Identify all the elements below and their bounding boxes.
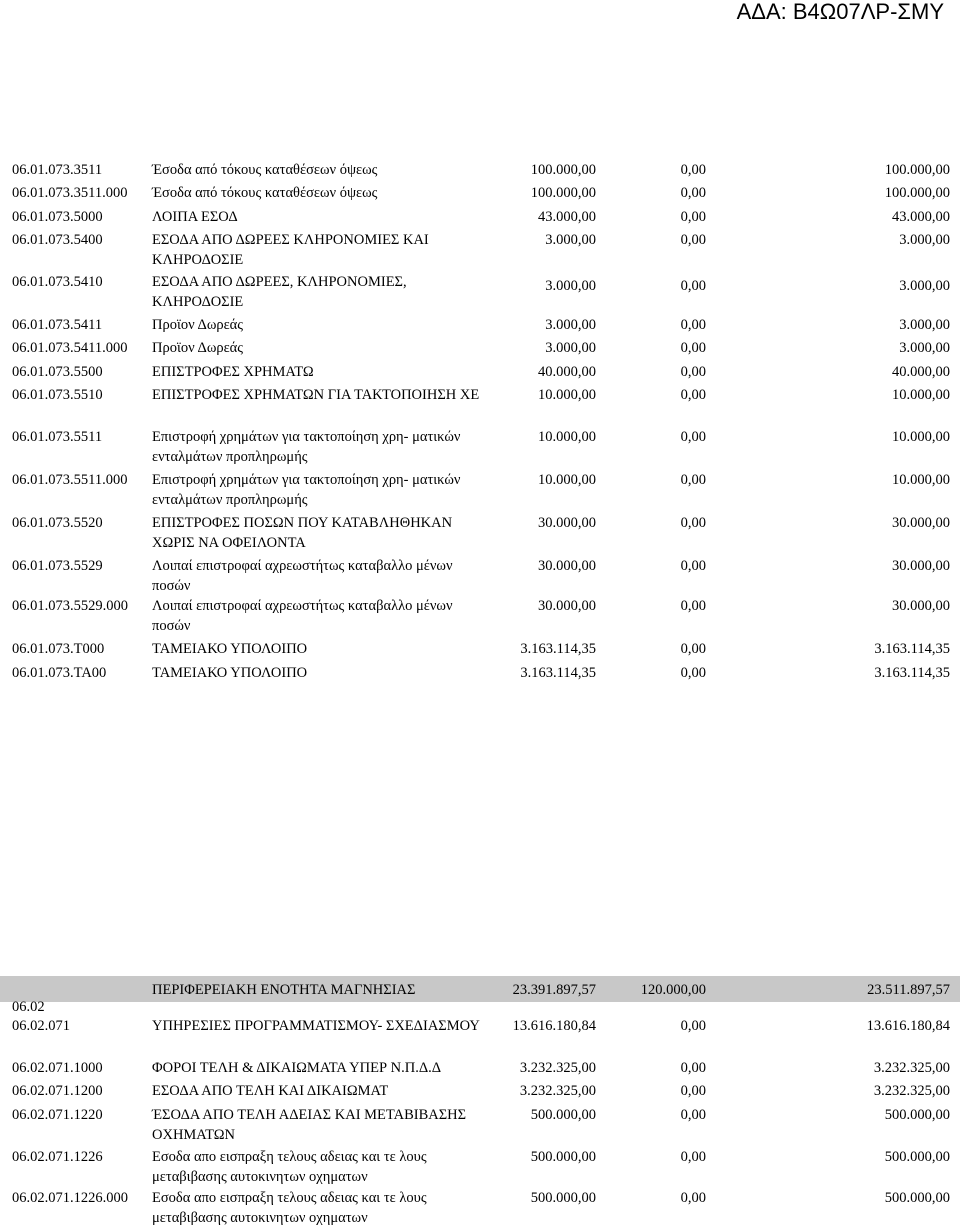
row-value-3: 3.232.325,00 xyxy=(873,1083,950,1099)
row-code: 06.01.073.5500 xyxy=(12,364,103,380)
row-value-3: 3.163.114,35 xyxy=(874,641,950,657)
row-code: 06.01.073.5511 xyxy=(12,429,103,445)
row-description: Έσοδα από τόκους καταθέσεων όψεως xyxy=(152,185,378,201)
row-value-1: 3.000,00 xyxy=(545,317,596,333)
row-value-2: 0,00 xyxy=(680,387,706,403)
row-description: Εσοδα απο εισπραξη τελους αδειας και τε λους μεταβιβασης αυτοκινητων οχηματων xyxy=(152,1190,427,1226)
row-value-3: 40.000,00 xyxy=(892,364,950,380)
row-description: Προϊον Δωρεάς xyxy=(152,340,244,356)
row-value-2: 0,00 xyxy=(680,1018,706,1034)
row-description: Εσοδα απο εισπραξη τελους αδειας και τε λους μεταβιβασης αυτοκινητων οχηματων xyxy=(152,1149,427,1185)
row-value-3: 500.000,00 xyxy=(884,1107,950,1123)
row-value-2: 0,00 xyxy=(680,185,706,201)
row-value-2: 0,00 xyxy=(680,1107,706,1123)
row-value-3: 3.000,00 xyxy=(899,317,950,333)
row-value-1: 3.232.325,00 xyxy=(519,1083,596,1099)
row-value-2: 0,00 xyxy=(680,598,706,614)
section-value-2: 120.000,00 xyxy=(640,982,706,998)
row-value-2: 0,00 xyxy=(680,317,706,333)
row-value-1: 3.000,00 xyxy=(545,340,596,356)
row-value-2: 0,00 xyxy=(680,515,706,531)
row-value-1: 40.000,00 xyxy=(538,364,596,380)
row-value-2: 0,00 xyxy=(680,1083,706,1099)
row-value-3: 30.000,00 xyxy=(892,598,950,614)
row-description: ΈΣΟΔΑ ΑΠΟ ΤΕΛΗ ΑΔΕΙΑΣ ΚΑΙ ΜΕΤΑΒΙΒΑΣΗΣ ΟΧΗΜΑΤΩΝ xyxy=(152,1107,467,1143)
section-code: 06.02 xyxy=(12,999,45,1015)
row-value-2: 0,00 xyxy=(680,340,706,356)
row-code: 06.02.071.1226 xyxy=(12,1149,103,1165)
row-value-1: 500.000,00 xyxy=(530,1190,596,1206)
row-value-1: 30.000,00 xyxy=(538,515,596,531)
row-value-2: 0,00 xyxy=(680,209,706,225)
row-value-1: 3.000,00 xyxy=(545,232,596,248)
row-code: 06.01.073.5411.000 xyxy=(12,340,128,356)
row-description: ΕΠΙΣΤΡΟΦΕΣ ΧΡΗΜΑΤΩ xyxy=(152,364,314,380)
row-value-1: 13.616.180,84 xyxy=(512,1018,596,1034)
row-value-1: 3.000,00 xyxy=(545,278,596,294)
row-value-2: 0,00 xyxy=(680,558,706,574)
row-code: 06.01.073.5400 xyxy=(12,232,103,248)
row-value-2: 0,00 xyxy=(680,1060,706,1076)
row-value-2: 0,00 xyxy=(680,641,706,657)
row-code: 06.01.073.Τ000 xyxy=(12,641,105,657)
row-value-1: 10.000,00 xyxy=(538,429,596,445)
row-code: 06.01.073.5529 xyxy=(12,558,103,574)
row-value-1: 43.000,00 xyxy=(538,209,596,225)
section-value-1: 23.391.897,57 xyxy=(512,982,596,998)
row-value-3: 3.232.325,00 xyxy=(873,1060,950,1076)
row-code: 06.01.073.5520 xyxy=(12,515,103,531)
row-description: ΕΠΙΣΤΡΟΦΕΣ ΠΟΣΩΝ ΠΟΥ ΚΑΤΑΒΛΗΘΗΚΑΝ ΧΩΡΙΣ ΝΑ ΟΦΕΙΛΟΝΤΑ xyxy=(152,515,453,551)
row-description: ΕΣΟΔΑ ΑΠΟ ΔΩΡΕΕΣ, ΚΛΗΡΟΝΟΜΙΕΣ, ΚΛΗΡΟΔΟΣΙΕ xyxy=(152,274,407,310)
row-value-1: 500.000,00 xyxy=(530,1149,596,1165)
row-value-3: 10.000,00 xyxy=(892,429,950,445)
row-description: ΤΑΜΕΙΑΚΟ ΥΠΟΛΟΙΠΟ xyxy=(152,641,308,657)
row-code: 06.01.073.5510 xyxy=(12,387,103,403)
row-code: 06.01.073.5529.000 xyxy=(12,598,128,614)
row-description: ΕΠΙΣΤΡΟΦΕΣ ΧΡΗΜΑΤΩΝ ΓΙΑ ΤΑΚΤΟΠΟΙΗΣΗ ΧΕ xyxy=(152,387,480,403)
section-value-3: 23.511.897,57 xyxy=(867,982,950,998)
row-value-3: 10.000,00 xyxy=(892,387,950,403)
row-code: 06.02.071.1200 xyxy=(12,1083,103,1099)
row-value-2: 0,00 xyxy=(680,1190,706,1206)
row-code: 06.01.073.3511 xyxy=(12,162,103,178)
row-code: 06.01.073.5511.000 xyxy=(12,472,128,488)
row-description: Προϊον Δωρεάς xyxy=(152,317,244,333)
ada-code: ΑΔΑ: Β4Ω07ΛΡ-ΣΜΥ xyxy=(736,0,944,24)
row-value-1: 100.000,00 xyxy=(530,185,596,201)
row-value-1: 30.000,00 xyxy=(538,598,596,614)
row-description: ΛΟΙΠΑ ΕΣΟΔ xyxy=(152,209,238,225)
row-value-1: 100.000,00 xyxy=(530,162,596,178)
row-value-1: 30.000,00 xyxy=(538,558,596,574)
row-description: Επιστροφή χρημάτων για τακτοποίηση χρη- ματικών ενταλμάτων προπληρωμής xyxy=(152,429,461,465)
row-value-3: 13.616.180,84 xyxy=(866,1018,950,1034)
row-value-2: 0,00 xyxy=(680,232,706,248)
row-description: Έσοδα από τόκους καταθέσεων όψεως xyxy=(152,162,378,178)
row-value-3: 30.000,00 xyxy=(892,515,950,531)
row-value-3: 100.000,00 xyxy=(884,185,950,201)
row-description: Λοιπαί επιστροφαί αχρεωστήτως καταβαλλο μένων ποσών xyxy=(152,598,453,634)
row-code: 06.02.071 xyxy=(12,1018,70,1034)
row-value-2: 0,00 xyxy=(680,278,706,294)
row-value-2: 0,00 xyxy=(680,472,706,488)
row-value-1: 3.232.325,00 xyxy=(519,1060,596,1076)
row-value-3: 3.000,00 xyxy=(899,340,950,356)
row-code: 06.02.071.1000 xyxy=(12,1060,103,1076)
row-value-2: 0,00 xyxy=(680,429,706,445)
row-code: 06.01.073.3511.000 xyxy=(12,185,128,201)
row-value-2: 0,00 xyxy=(680,665,706,681)
row-description: ΕΣΟΔΑ ΑΠΟ ΤΕΛΗ ΚΑΙ ΔΙΚΑΙΩΜΑΤ xyxy=(152,1083,389,1099)
row-code: 06.01.073.5410 xyxy=(12,274,103,290)
row-value-1: 3.163.114,35 xyxy=(520,665,596,681)
row-code: 06.02.071.1226.000 xyxy=(12,1190,128,1206)
row-value-1: 10.000,00 xyxy=(538,387,596,403)
row-value-3: 500.000,00 xyxy=(884,1190,950,1206)
row-value-2: 0,00 xyxy=(680,1149,706,1165)
row-value-1: 500.000,00 xyxy=(530,1107,596,1123)
row-description: Επιστροφή χρημάτων για τακτοποίηση χρη- ματικών ενταλμάτων προπληρωμής xyxy=(152,472,461,508)
row-value-1: 3.163.114,35 xyxy=(520,641,596,657)
row-value-1: 10.000,00 xyxy=(538,472,596,488)
row-code: 06.01.073.5411 xyxy=(12,317,103,333)
row-value-3: 10.000,00 xyxy=(892,472,950,488)
row-code: 06.02.071.1220 xyxy=(12,1107,103,1123)
row-code: 06.01.073.5000 xyxy=(12,209,103,225)
section-description: ΠΕΡΙΦΕΡΕΙΑΚΗ ΕΝΟΤΗΤΑ ΜΑΓΝΗΣΙΑΣ xyxy=(152,982,416,998)
row-value-3: 43.000,00 xyxy=(892,209,950,225)
row-value-3: 500.000,00 xyxy=(884,1149,950,1165)
row-value-3: 3.000,00 xyxy=(899,232,950,248)
row-description: ΥΠΗΡΕΣΙΕΣ ΠΡΟΓΡΑΜΜΑΤΙΣΜΟΥ- ΣΧΕΔΙΑΣΜΟΥ xyxy=(152,1018,480,1034)
row-description: Λοιπαί επιστροφαί αχρεωστήτως καταβαλλο μένων ποσών xyxy=(152,558,453,594)
row-description: ΤΑΜΕΙΑΚΟ ΥΠΟΛΟΙΠΟ xyxy=(152,665,308,681)
row-value-3: 3.163.114,35 xyxy=(874,665,950,681)
row-value-2: 0,00 xyxy=(680,364,706,380)
row-value-3: 3.000,00 xyxy=(899,278,950,294)
row-description: ΦΟΡΟΙ ΤΕΛΗ & ΔΙΚΑΙΩΜΑΤΑ ΥΠΕΡ Ν.Π.Δ.Δ xyxy=(152,1060,442,1076)
row-description: ΕΣΟΔΑ ΑΠΟ ΔΩΡΕΕΣ ΚΛΗΡΟΝΟΜΙΕΣ ΚΑΙ ΚΛΗΡΟΔΟΣΙΕ xyxy=(152,232,429,268)
row-value-3: 100.000,00 xyxy=(884,162,950,178)
row-value-3: 30.000,00 xyxy=(892,558,950,574)
row-code: 06.01.073.ΤΑ00 xyxy=(12,665,107,681)
row-value-2: 0,00 xyxy=(680,162,706,178)
